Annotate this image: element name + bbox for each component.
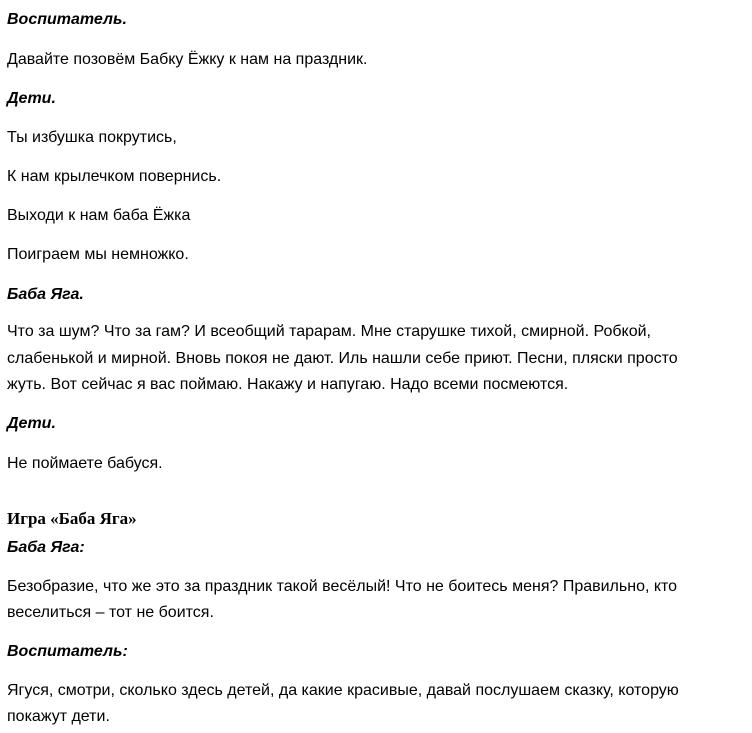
speaker-label-baba-yaga: Баба Яга: (7, 539, 85, 556)
paragraph-line: жуть. Вот сейчас я вас поймаю. Накажу и напугаю. Надо всеми посмеются. (7, 376, 569, 393)
speaker-label-children: Дети. (7, 90, 56, 107)
poem-line: К нам крылечком повернись. (7, 168, 222, 185)
section-heading: Игра «Баба Яга» (7, 509, 137, 528)
poem-line: Поиграем мы немножко. (7, 246, 189, 263)
speaker-label-children: Дети. (7, 415, 56, 432)
paragraph-line: Безобразие, что же это за праздник такой весёлый! Что не боитесь меня? Правильно, кто (7, 578, 678, 595)
paragraph-line: покажут дети. (7, 708, 110, 725)
paragraph: Давайте позовём Бабку Ёжку к нам на праздник. (7, 51, 368, 68)
paragraph-line: веселиться – тот не боится. (7, 604, 214, 621)
poem-line: Ты избушка покрутись, (7, 129, 177, 146)
speaker-label-educator: Воспитатель: (7, 643, 128, 660)
speaker-label-baba-yaga: Баба Яга. (7, 286, 84, 303)
paragraph-line: Что за шум? Что за гам? И всеобщий тарарам. Мне старушке тихой, смирной. Робкой, (7, 323, 651, 340)
paragraph: Не поймаете бабуся. (7, 455, 163, 472)
speaker-label-educator: Воспитатель. (7, 11, 127, 28)
paragraph-line: слабенькой и мирной. Вновь покоя не дают. Иль нашли себе приют. Песни, пляски просто (7, 350, 678, 367)
poem-line: Выходи к нам баба Ёжка (7, 207, 191, 224)
paragraph-line: Ягуся, смотри, сколько здесь детей, да какие красивые, давай послушаем сказку, которую (7, 682, 679, 699)
